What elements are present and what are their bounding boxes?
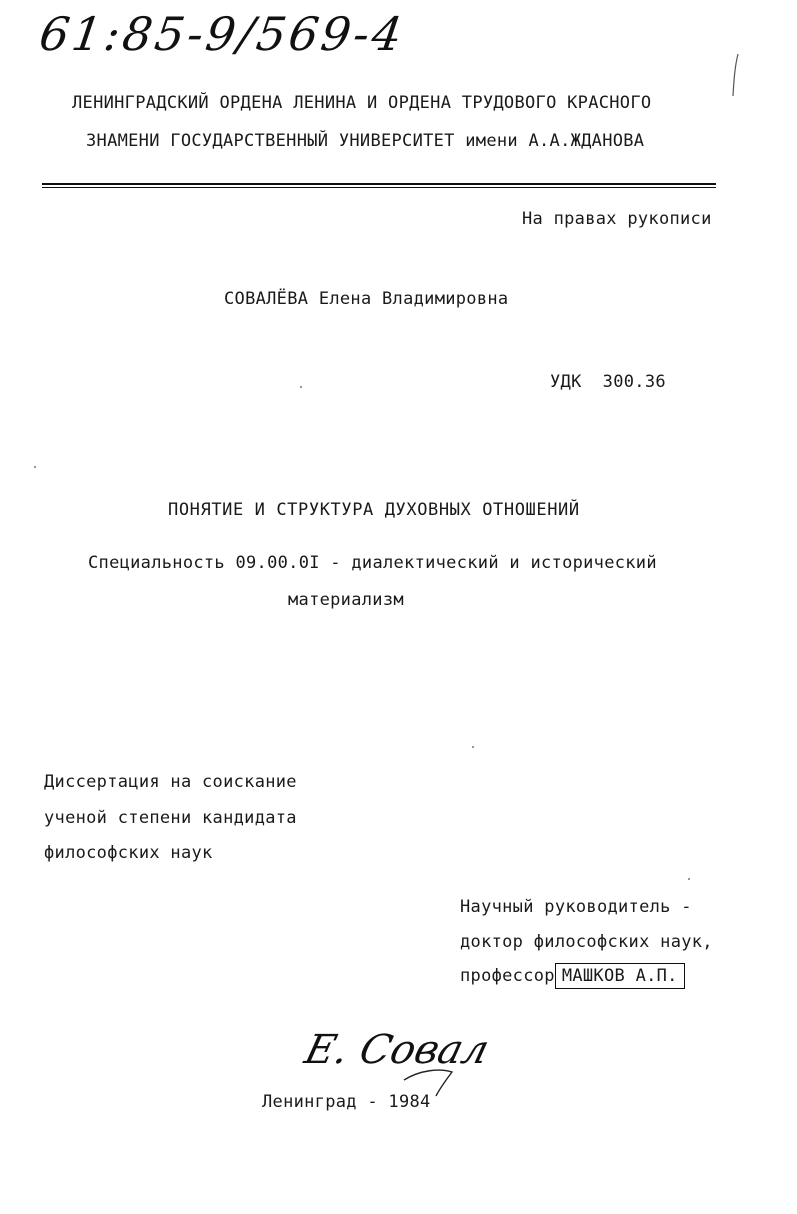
dissertation-title: ПОНЯТИЕ И СТРУКТУРА ДУХОВНЫХ ОТНОШЕНИЙ	[168, 500, 580, 520]
supervisor-line-2: доктор философских наук,	[460, 932, 713, 952]
supervisor-title: профессор	[460, 966, 555, 986]
specialty-line-1: Специальность 09.00.0I - диалектический и исторический	[88, 553, 657, 573]
supervisor-line-3	[460, 966, 685, 986]
dissertation-line-2: ученой степени кандидата	[44, 808, 297, 828]
scan-speck	[472, 746, 474, 748]
header-rule	[42, 183, 716, 185]
scan-speck	[300, 386, 302, 388]
supervisor-line-1: Научный руководитель -	[460, 897, 692, 917]
udc-code: УДК 300.36	[550, 372, 666, 392]
dissertation-line-3: философских наук	[44, 843, 213, 863]
archive-number: 61:85-9/569-4	[36, 7, 409, 61]
author-signature: Е. Совал	[300, 1027, 494, 1073]
scan-speck	[34, 466, 36, 468]
supervisor-name: МАШКОВ А.П.	[555, 963, 685, 989]
specialty-line-2: материализм	[288, 590, 404, 610]
institution-line-2: ЗНАМЕНИ ГОСУДАРСТВЕННЫЙ УНИВЕРСИТЕТ имени А.А.ЖДАНОВА	[86, 131, 645, 151]
dissertation-line-1: Диссертация на соискание	[44, 772, 297, 792]
footer-place-year: Ленинград - 1984	[262, 1092, 431, 1112]
pencil-mark	[728, 52, 742, 98]
header-rule-thin	[42, 187, 716, 188]
institution-line-1: ЛЕНИНГРАДСКИЙ ОРДЕНА ЛЕНИНА И ОРДЕНА ТРУДОВОГО КРАСНОГО	[72, 93, 652, 113]
rights-note: На правах рукописи	[522, 209, 712, 229]
scan-speck	[688, 878, 690, 880]
author-name: СОВАЛЁВА Елена Владимировна	[224, 289, 509, 309]
